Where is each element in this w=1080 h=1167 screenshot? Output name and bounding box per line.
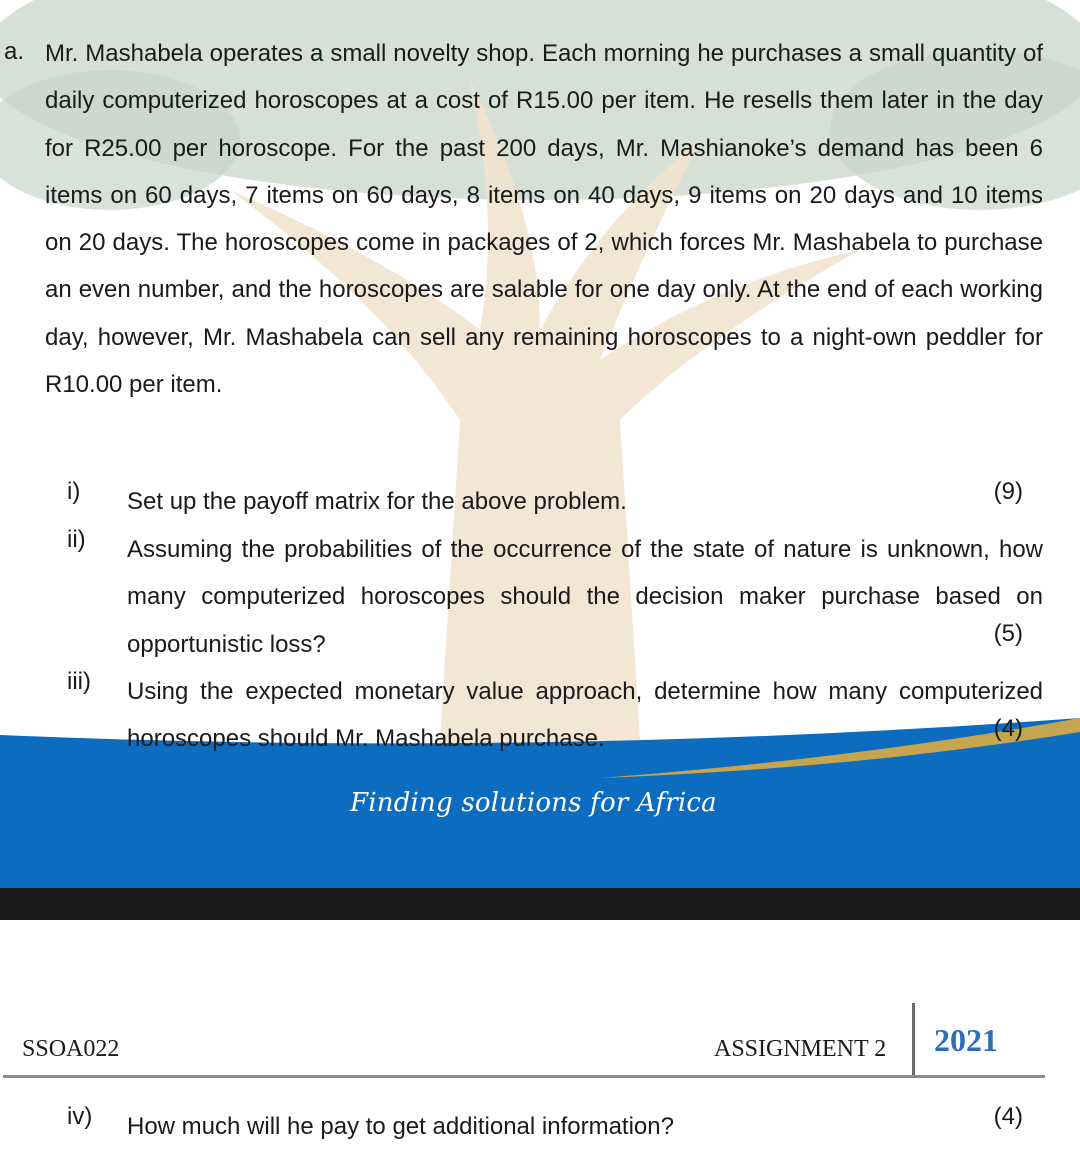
- sub-question-line: unknown, how many computerized horoscopes should the decision maker: [127, 536, 1044, 611]
- question-line: quantity of daily computerized horoscopes at a cost of R15.00 per item. He resells: [45, 40, 1043, 115]
- question-a-text: [45, 30, 1043, 408]
- sub-question-text: [127, 478, 1043, 525]
- question-line: Mr. Mashabela operates a small novelty shop. Each morning he purchases a small: [45, 40, 925, 67]
- marks-label: (4): [993, 1103, 1023, 1130]
- marks-label: (4): [993, 715, 1023, 742]
- sub-question-line: Using the expected monetary value approach, determine how many: [127, 678, 888, 705]
- sub-question-line: Set up the payoff matrix for the above problem.: [127, 488, 627, 515]
- sub-question-number: i): [67, 478, 81, 505]
- banner-dark-bar: [0, 888, 1080, 920]
- sub-question-number: ii): [67, 526, 86, 553]
- sub-question-line: Assuming the probabilities of the occurrence of the state of nature is: [127, 536, 878, 563]
- assignment-label: ASSIGNMENT 2: [714, 1036, 887, 1062]
- sub-question-number: iv): [67, 1103, 93, 1130]
- question-letter: a.: [4, 38, 25, 65]
- sub-question-line: computerized horoscopes should Mr. Mashabela purchase.: [127, 678, 1044, 753]
- sub-question-text: [127, 668, 1043, 763]
- question-line: them later in the day for R25.00 per horoscope. For the past 200 days, Mr.: [45, 87, 1043, 162]
- question-line: on 40 days, 9 items on 20 days and 10 items on 20 days. The horoscopes come in: [45, 181, 1043, 257]
- footer-rule: [3, 1075, 1045, 1078]
- banner-tagline: Finding solutions for Africa: [350, 788, 717, 818]
- footer-divider: [912, 1003, 915, 1076]
- sub-question-line: How much will he pay to get additional information?: [127, 1113, 674, 1140]
- sub-question-text: [127, 526, 1043, 668]
- question-line: Mr. Mashabela can sell any remaining horoscopes to a night-own peddler for: [203, 323, 1044, 351]
- year-label: 2021: [934, 1022, 998, 1058]
- module-code: SSOA022: [22, 1036, 120, 1062]
- question-line: Mashianoke’s demand has been 6 items on 60 days, 7 items on 60 days, 8 items: [45, 134, 1043, 209]
- sub-question-number: iii): [67, 668, 91, 695]
- marks-label: (9): [993, 478, 1023, 505]
- question-line: R10.00 per item.: [45, 371, 223, 399]
- marks-label: (5): [993, 620, 1023, 647]
- sub-question-line: purchase based on opportunistic loss?: [127, 583, 1044, 658]
- question-line: horoscopes are salable for one day only. At the end of each working day, however,: [45, 276, 1044, 351]
- question-line: packages of 2, which forces Mr. Mashabela to purchase an even number, and the: [45, 229, 1043, 304]
- sub-question-text: [127, 1103, 1043, 1150]
